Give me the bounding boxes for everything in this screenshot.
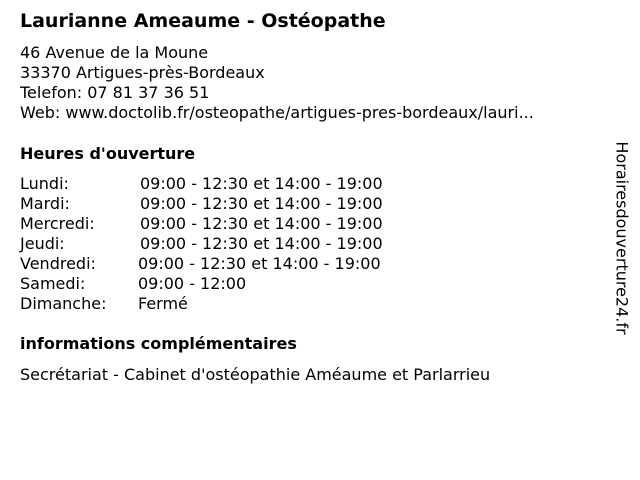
day-label: Samedi: xyxy=(20,274,86,293)
hours-value: 09:00 - 12:30 et 14:00 - 19:00 xyxy=(140,194,383,213)
city-postcode: 33370 Artigues-près-Bordeaux xyxy=(20,63,265,82)
site-watermark: Horairesdouverture24.fr xyxy=(612,141,632,335)
phone-number[interactable]: Telefon: 07 81 37 36 51 xyxy=(20,83,210,102)
page-title: Laurianne Ameaume - Ostéopathe xyxy=(20,10,386,32)
additional-info-text: Secrétariat - Cabinet d'ostéopathie Améaume et Parlarrieu xyxy=(20,365,491,384)
hours-value: 09:00 - 12:00 xyxy=(138,274,247,293)
contact-details xyxy=(20,43,534,123)
additional-info-heading: informations complémentaires xyxy=(20,334,297,353)
hours-value: 09:00 - 12:30 et 14:00 - 19:00 xyxy=(138,254,381,273)
day-label: Dimanche: xyxy=(20,294,107,313)
street-address: 46 Avenue de la Moune xyxy=(20,43,209,62)
hours-value: 09:00 - 12:30 et 14:00 - 19:00 xyxy=(140,234,383,253)
day-label: Vendredi: xyxy=(20,254,96,273)
day-label: Mercredi: xyxy=(20,214,95,233)
day-label: Jeudi: xyxy=(20,234,65,253)
day-label: Mardi: xyxy=(20,194,70,213)
day-label: Lundi: xyxy=(20,174,69,193)
hours-value: 09:00 - 12:30 et 14:00 - 19:00 xyxy=(140,174,383,193)
opening-hours-heading: Heures d'ouverture xyxy=(20,144,196,163)
hours-value: Fermé xyxy=(138,294,188,313)
website-link[interactable]: Web: www.doctolib.fr/osteopathe/artigues-pres-bordeaux/lauri... xyxy=(20,103,534,122)
hours-value: 09:00 - 12:30 et 14:00 - 19:00 xyxy=(140,214,383,233)
